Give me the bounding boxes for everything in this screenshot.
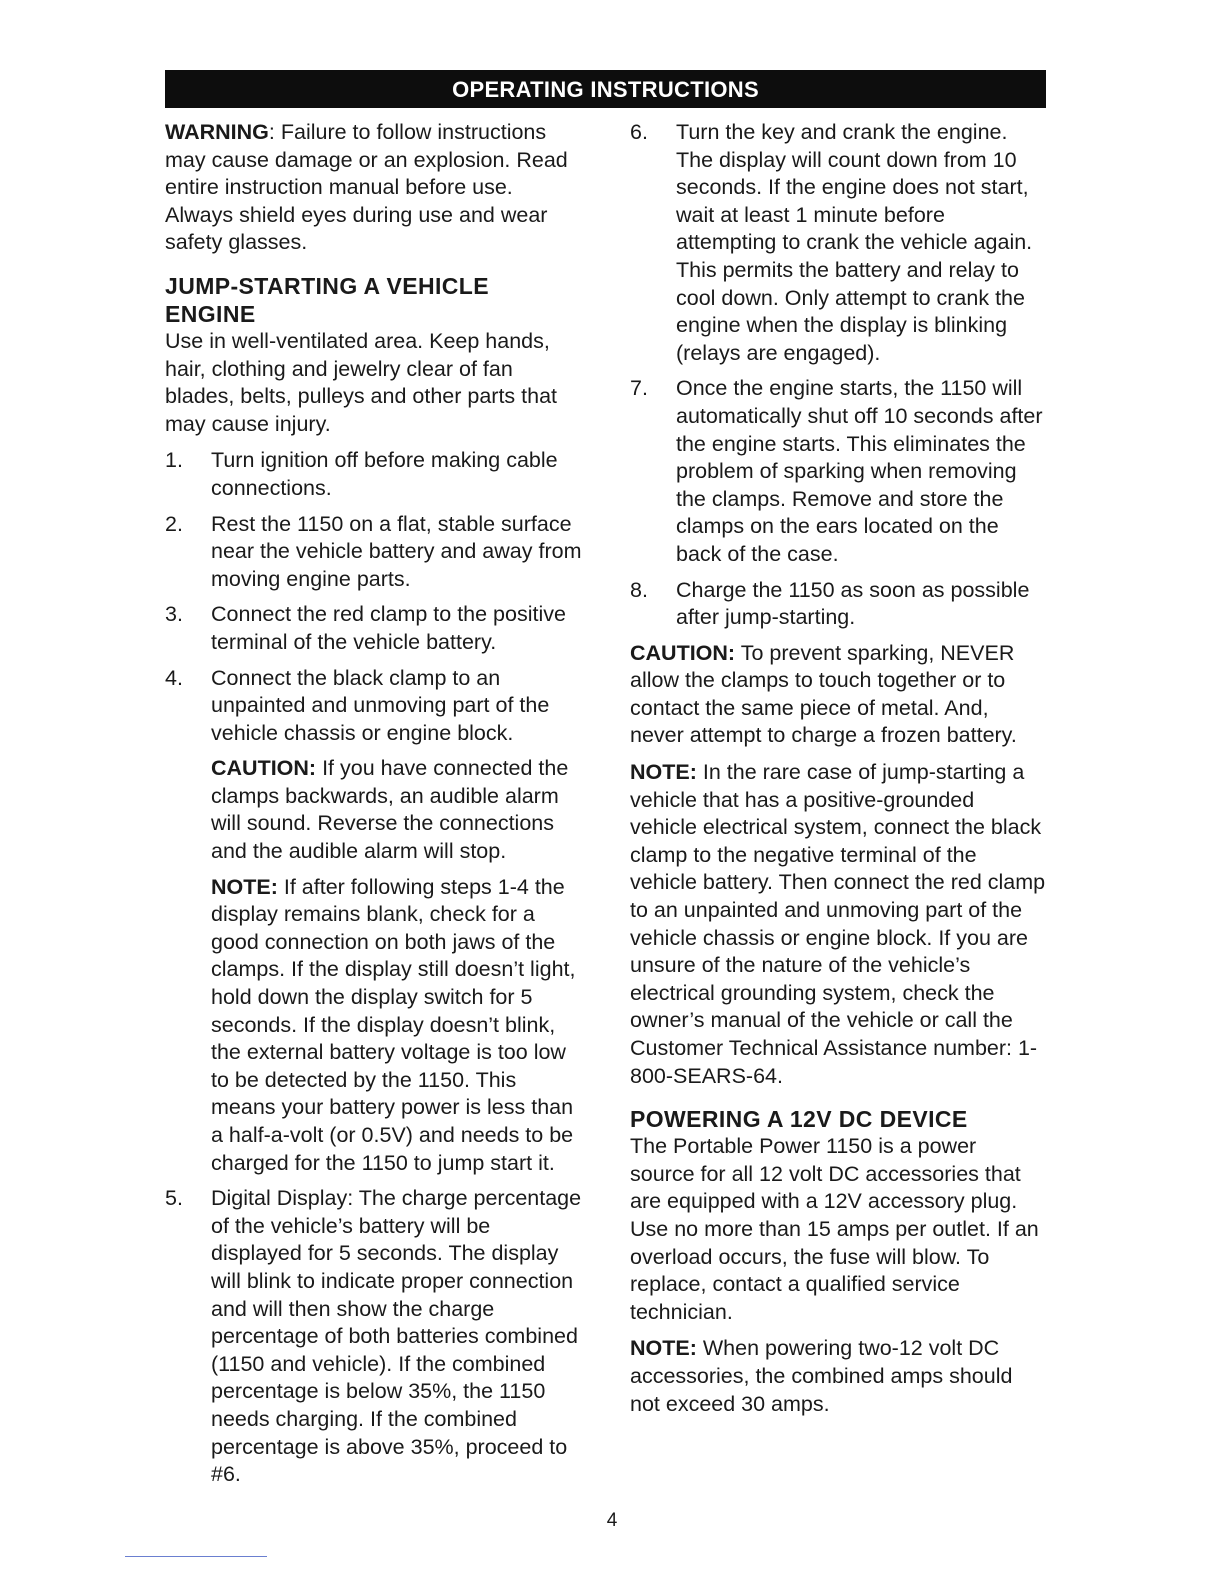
warning-paragraph <box>165 119 585 257</box>
jump-start-steps <box>165 447 585 1488</box>
warning-text: : Failure to follow instructions may cause damage or an explosion. Read entire instruction manual before use. Always shield eyes during use and wear safety glasses. <box>165 120 568 255</box>
step-item <box>165 665 585 1178</box>
caution-text: To prevent sparking, NEVER allow the clamps to touch together or to contact the same piece of metal. And, never attempt to charge a frozen battery. <box>630 640 1017 748</box>
step-item <box>630 577 1046 632</box>
step-text: Rest the 1150 on a flat, stable surface near the vehicle battery and away from moving engine parts. <box>211 511 582 591</box>
step-text: Digital Display: The charge percentage of the vehicle’s battery will be displayed for 5 seconds. The display will blink to indicate proper connection and will then show the charge percentage of both batteries combined (1150 and vehicle). If the combined percentage is below 35%, the 1150 needs charging. If the combined percentage is above 35%, proceed to #6. <box>211 1186 582 1487</box>
right-column <box>630 119 1046 1427</box>
note-paragraph <box>630 1335 1046 1418</box>
note-label: NOTE: <box>211 874 278 899</box>
step-text: Charge the 1150 as soon as possible after jump-starting. <box>676 577 1030 630</box>
powering-heading: POWERING A 12V DC DEVICE <box>630 1106 968 1133</box>
step4-caution <box>211 755 585 865</box>
note-text: When powering two-12 volt DC accessories, the combined amps should not exceed 30 amps. <box>630 1336 1013 1416</box>
step-item <box>165 601 585 656</box>
step-number: 8. <box>630 577 648 602</box>
caution-paragraph <box>630 640 1046 750</box>
step-number: 3. <box>165 602 183 627</box>
step-number: 1. <box>165 448 183 473</box>
step4-note <box>211 874 585 1178</box>
step-text: Connect the red clamp to the positive terminal of the vehicle battery. <box>211 602 566 654</box>
caution-label: CAUTION: <box>630 640 736 665</box>
step-text: Once the engine starts, the 1150 will automatically shut off 10 seconds after the engine starts. This eliminates the problem of sparking when removing the clamps. Remove and store the clamps on the ears located on the back of the case. <box>676 376 1043 566</box>
jump-start-steps-continued <box>630 119 1046 632</box>
note-text: In the rare case of jump-starting a vehicle that has a positive-grounded vehicle electrical system, connect the black clamp to the negative terminal of the vehicle battery. Then connect the red clamp to an unpainted and unmoving part of the vehicle chassis or engine block. If you are unsure of the nature of the vehicle’s electrical grounding system, check the owner’s manual of the vehicle or call the Customer Technical Assistance number: 1-800-SEARS-64. <box>630 760 1046 1088</box>
step-item <box>630 375 1046 568</box>
step-number: 4. <box>165 665 183 690</box>
step-text: Turn the key and crank the engine. The display will count down from 10 seconds. If the engine does not start, wait at least 1 minute before attempting to crank the vehicle again. This permits the battery and relay to cool down. Only attempt to crank the engine when the display is blinking (relays are engaged). <box>676 120 1033 365</box>
step-text: Turn ignition off before making cable connections. <box>211 448 558 500</box>
step-text: Connect the black clamp to an unpainted and unmoving part of the vehicle chassis or engine block. <box>211 665 550 745</box>
jump-start-heading: JUMP-STARTING A VEHICLE ENGINE <box>165 272 489 327</box>
note-paragraph <box>630 759 1046 1090</box>
step-number: 6. <box>630 120 648 144</box>
powering-text: The Portable Power 1150 is a power source for all 12 volt DC accessories that are equipped with a 12V accessory plug. Use no more than 15 amps per outlet. If an overload occurs, the fuse will blow. To replace, contact a qualified service technician. <box>630 1134 1039 1324</box>
note-label: NOTE: <box>630 1336 697 1361</box>
step-item <box>630 119 1046 367</box>
warning-label: WARNING <box>165 120 269 144</box>
step-item <box>165 447 585 502</box>
note-label: NOTE: <box>630 760 697 785</box>
page-number: 4 <box>606 1510 618 1531</box>
jump-start-intro: Use in well-ventilated area. Keep hands, hair, clothing and jewelry clear of fan blades, belts, pulleys and other parts that may cause injury. <box>165 328 558 436</box>
caution-label: CAUTION: <box>211 756 317 781</box>
left-column <box>165 119 585 1497</box>
caution-text: If you have connected the clamps backwards, an audible alarm will sound. Reverse the connections and the audible alarm will stop. <box>211 756 569 864</box>
step-number: 5. <box>165 1186 183 1211</box>
footer-rule <box>125 1556 267 1557</box>
note-text: If after following steps 1-4 the display remains blank, check for a good connection on both jaws of the clamps. If the display still doesn’t light, hold down the display switch for 5 seconds. If the display doesn’t blink, the external battery voltage is too low to be detected by the 1150. This means your battery power is less than a half-a-volt (or 0.5V) and needs to be charged for the 1150 to jump start it. <box>211 874 576 1175</box>
step-number: 7. <box>630 376 648 401</box>
step-item <box>165 1185 585 1489</box>
step-number: 2. <box>165 511 183 536</box>
step-item <box>165 511 585 594</box>
section-banner: OPERATING INSTRUCTIONS <box>165 70 1046 108</box>
